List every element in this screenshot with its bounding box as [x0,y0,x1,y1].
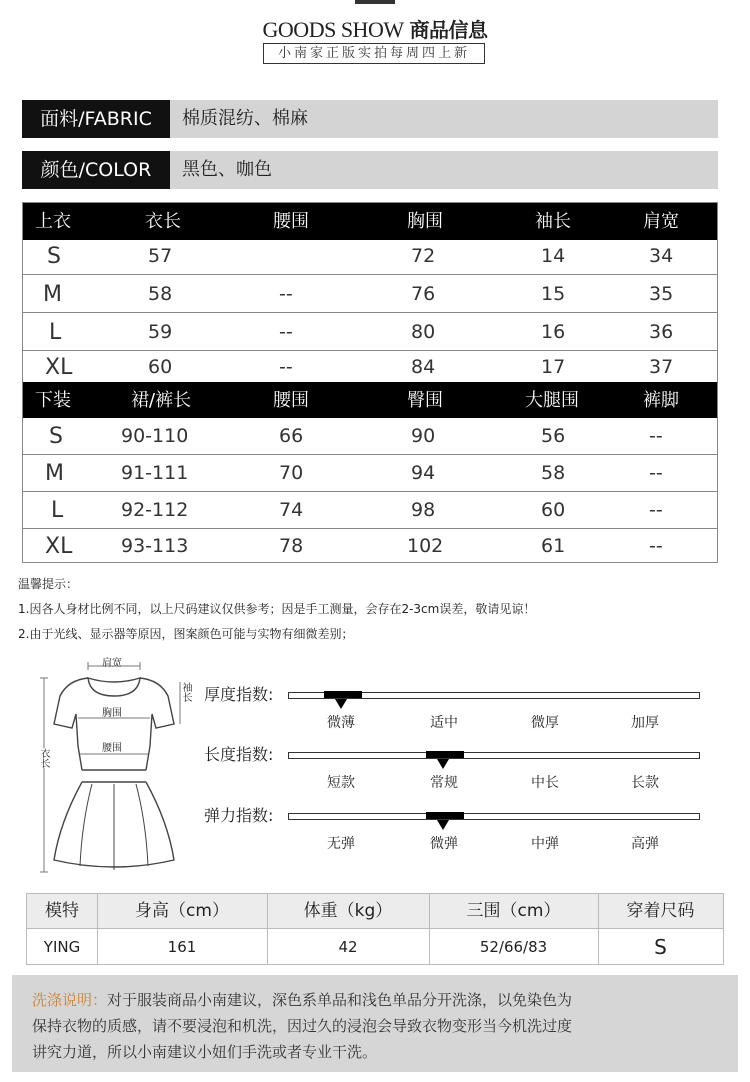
shoulder-label: 肩宽 [102,658,122,669]
table-cell: 58 [148,283,173,305]
thickness-bar [288,692,700,699]
option-label: 适中 [430,715,458,731]
model-measurements: 52/66/83 [479,938,548,956]
table-cell: 78 [279,535,304,557]
thickness-index [200,684,710,744]
elasticity-bar [288,813,700,820]
table-cell: -- [649,462,663,484]
top-table-header [23,203,717,240]
model-name: YING [43,938,81,956]
length-bar [288,752,700,759]
option-label: 短款 [327,775,355,791]
size-cell: L [49,320,62,345]
table-cell: -- [649,499,663,521]
model-weight: 42 [338,938,358,956]
table-cell: 57 [148,245,173,267]
thickness-pointer-icon [335,699,347,709]
dress-measurement-figure [30,652,200,882]
table-cell: 91-111 [121,462,189,484]
table-row [23,276,717,313]
fabric-label: 面料/FABRIC [22,100,170,138]
size-cell: XL [45,355,73,380]
color-row [22,151,718,189]
care-line-2: 保持衣物的质感，请不要浸泡和机洗，因过久的浸泡会导致衣物变形当今机洗过度 [32,1017,573,1035]
table-cell: 94 [411,462,436,484]
table-cell: 36 [649,321,674,343]
table-cell: -- [279,283,293,305]
header-cell: 三围（cm） [466,901,561,921]
chest-label: 胸围 [102,708,122,719]
elasticity-pointer-icon [437,820,449,830]
table-row [23,492,717,529]
size-cell: XL [45,534,73,559]
care-line-1: 对于服装商品小南建议，深色系单品和浅色单品分开洗涤，以免染色为 [107,991,573,1009]
size-cell: M [43,282,62,307]
table-cell: 93-113 [121,535,189,557]
table-cell: 17 [541,356,566,378]
table-cell: 35 [649,283,674,305]
header-cell: 上衣 [35,211,71,232]
table-cell: 60 [148,356,173,378]
length-pointer-icon [437,759,449,769]
size-table [22,202,718,563]
notes-title: 温馨提示： [18,577,79,591]
table-cell: 102 [407,535,444,557]
table-cell: -- [279,356,293,378]
header-cell: 身高（cm） [135,901,229,921]
option-label: 中弹 [531,836,559,852]
care-heading: 洗涤说明： [32,991,108,1009]
table-row [23,455,717,492]
notes-line-2: 2.由于光线、显示器等原因，图案颜色可能与实物有细微差别； [18,627,354,641]
length-marker [426,751,464,758]
header-cell: 胸围 [407,211,443,232]
header-cell: 模特 [45,901,79,921]
table-row [23,238,717,275]
table-cell: 61 [541,535,566,557]
title-en: GOODS SHOW [262,17,404,42]
table-row [23,349,717,386]
table-cell: 56 [541,425,566,447]
header-cell: 下装 [35,390,71,411]
length-index [200,744,710,804]
table-cell: 58 [541,462,566,484]
header-cell: 裤脚 [643,390,679,411]
waist-label: 腰围 [102,743,122,754]
dress-outline-icon [30,652,200,882]
model-size: S [654,935,667,959]
table-cell: 76 [411,283,436,305]
table-cell: 34 [649,245,674,267]
color-value: 黑色、咖色 [182,159,272,180]
page-title [0,14,750,43]
length-index-label: 长度指数: [204,745,274,764]
bottom-table-header [23,382,717,418]
size-cell: S [49,424,63,449]
option-label: 无弹 [327,836,355,852]
elasticity-label: 弹力指数: [204,806,274,825]
table-cell: 72 [411,245,436,267]
header-cell: 肩宽 [643,211,679,232]
table-cell: 92-112 [121,499,189,521]
size-cell: L [51,498,64,523]
length-label: 衣长 [38,748,49,768]
table-cell: 66 [279,425,304,447]
model-height: 161 [167,938,197,956]
table-row [23,314,717,351]
table-cell: 37 [649,356,674,378]
table-cell: 16 [541,321,566,343]
size-cell: M [45,461,64,486]
elasticity-marker [426,812,464,819]
table-cell: 15 [541,283,566,305]
table-cell: 98 [411,499,436,521]
header-cell: 腰围 [273,390,309,411]
care-instructions [12,975,738,1072]
sleeve-label: 袖长 [180,682,191,702]
table-row [23,528,717,565]
header-cell: 袖长 [535,211,571,232]
table-cell: 74 [279,499,304,521]
care-line-3: 讲究力道，所以小南建议小妞们手洗或者专业干洗。 [32,1043,378,1061]
table-cell: 90 [411,425,436,447]
notes [18,572,535,647]
header-cell: 衣长 [145,211,181,232]
fabric-row [22,100,718,138]
title-cn: 商品信息 [409,18,488,42]
header-cell: 腰围 [273,211,309,232]
table-cell: 14 [541,245,566,267]
option-label: 中长 [531,775,559,791]
table-cell: 84 [411,356,436,378]
table-cell: -- [279,321,293,343]
table-cell: 70 [279,462,304,484]
option-label: 微厚 [531,715,559,731]
header-cell: 裙/裤长 [131,390,192,411]
option-label: 常规 [430,775,458,791]
thickness-marker [324,691,362,698]
option-label: 长款 [631,775,659,791]
fabric-value: 棉质混纺、棉麻 [182,108,308,129]
thickness-label: 厚度指数: [204,685,274,704]
option-label: 高弹 [631,836,659,852]
header-cell: 体重（kg） [303,901,393,921]
header-cell: 臀围 [407,390,443,411]
elasticity-index [200,805,710,865]
model-table [26,893,724,965]
option-label: 微弹 [430,836,458,852]
color-label: 颜色/COLOR [22,151,170,189]
top-divider [355,0,395,4]
table-cell: 80 [411,321,436,343]
option-label: 微薄 [327,715,355,731]
table-cell: 90-110 [121,425,189,447]
option-label: 加厚 [631,715,659,731]
header-cell: 穿着尺码 [626,901,695,921]
header-cell: 大腿围 [525,390,579,411]
table-cell: -- [649,535,663,557]
table-cell: -- [649,425,663,447]
table-cell: 59 [148,321,173,343]
size-cell: S [47,244,61,269]
table-cell: 60 [541,499,566,521]
notes-line-1: 1.因各人身材比例不同，以上尺码建议仅供参考；因是手工测量，会存在2-3cm误差，敬请见谅！ [18,602,536,616]
table-row [23,418,717,455]
subtitle: 小南家正版实拍每周四上新 [263,43,485,64]
